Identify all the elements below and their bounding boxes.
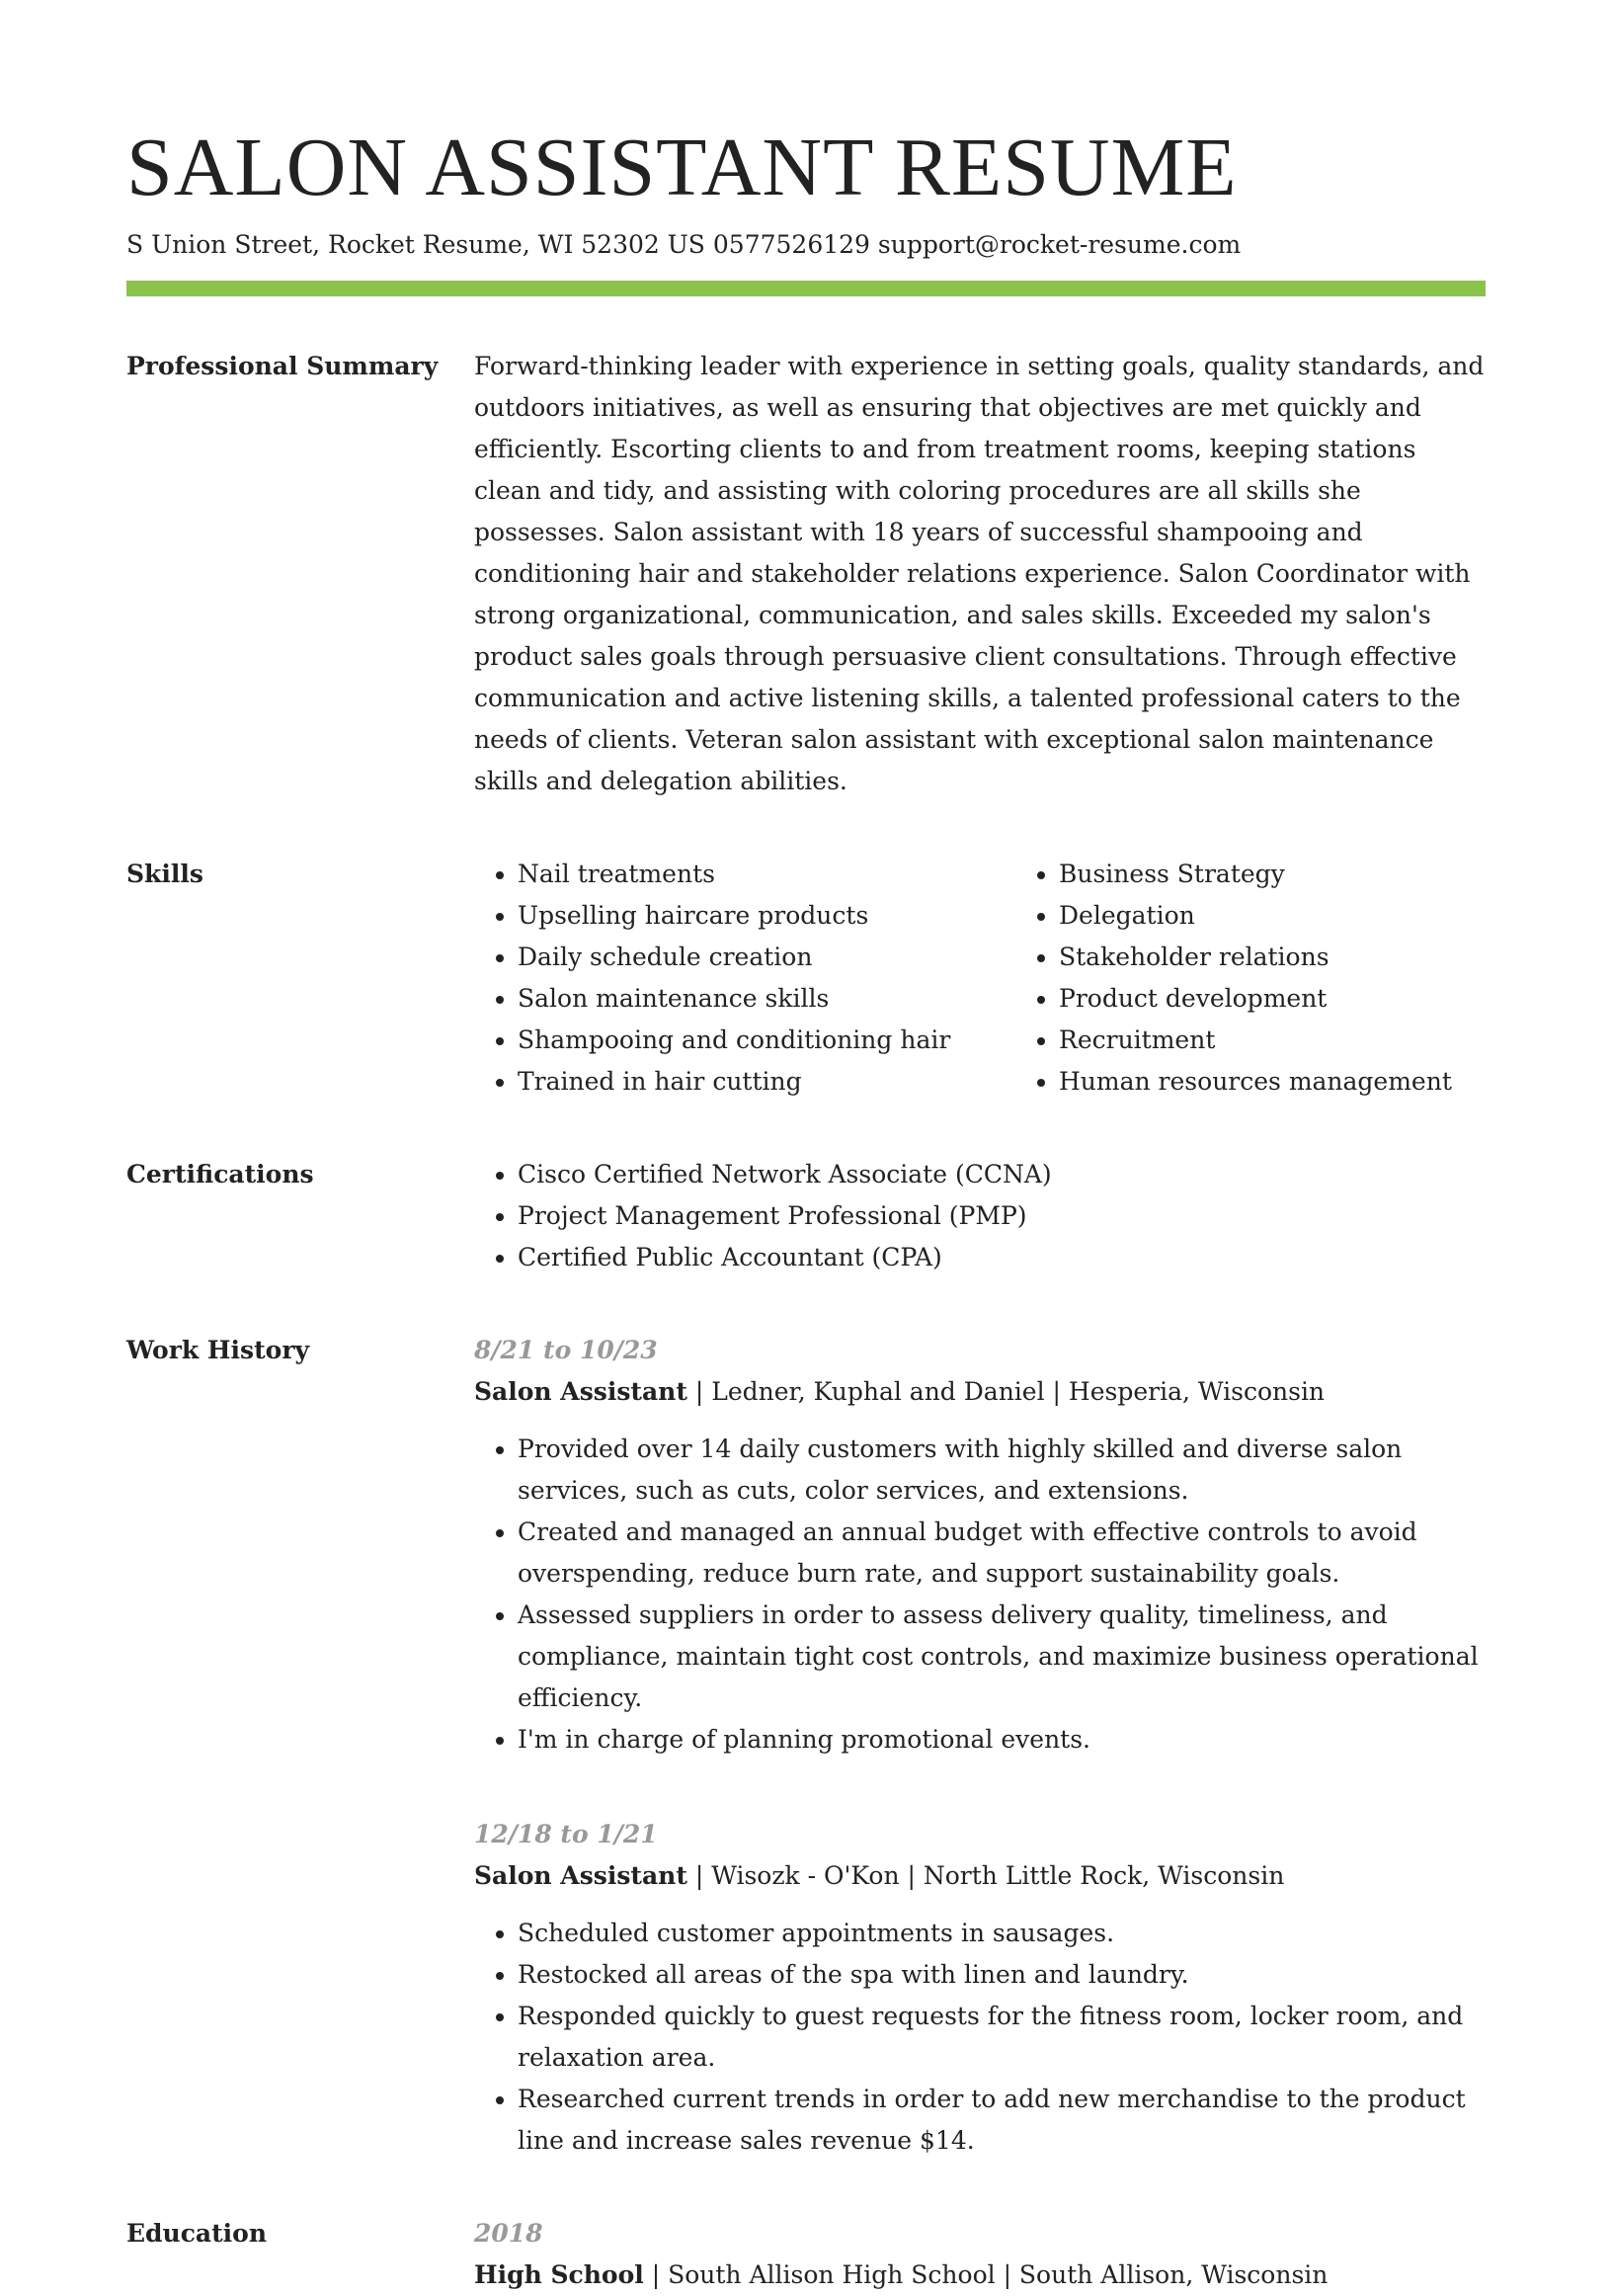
job-bullet: • Provided over 14 daily customers with highly skilled and diverse salon services, such as cuts, color services, and extensions.: [518, 1429, 1486, 1512]
skill-item: • Business Strategy: [1059, 854, 1452, 895]
certifications-list: [474, 1154, 1486, 1278]
page-title: SALON ASSISTANT RESUME: [126, 122, 1238, 213]
summary-label: Professional Summary: [126, 352, 439, 380]
skill-item: • Nail treatments: [518, 854, 1015, 895]
job-bullet: • Assessed suppliers in order to assess delivery quality, timeliness, and compliance, maintain tight cost controls, and maximize business operational efficiency.: [518, 1595, 1486, 1719]
contact-info: S Union Street, Rocket Resume, WI 52302 US 0577526129 support@rocket-resume.com: [126, 230, 1242, 259]
job-dates: 12/18 to 1/21: [474, 1820, 658, 1848]
job-entry: [474, 1814, 1486, 2162]
job-bullet: • Restocked all areas of the spa with linen and laundry.: [518, 1954, 1486, 1996]
job-bullet: • Scheduled customer appointments in sausages.: [518, 1913, 1486, 1954]
skill-item: • Delegation: [1059, 895, 1452, 937]
skill-item: • Stakeholder relations: [1059, 937, 1452, 978]
job-entry: [474, 1330, 1486, 1761]
job-employer: | Wisozk - O'Kon | North Little Rock, Wisconsin: [686, 1861, 1285, 1890]
education-title: High School: [474, 2260, 644, 2289]
skill-item: • Upselling haircare products: [518, 895, 1015, 937]
job-bullets: [474, 1429, 1486, 1761]
certifications-label: Certifications: [126, 1160, 314, 1189]
job-heading: [474, 1855, 1486, 1897]
job-bullets: [474, 1913, 1486, 2162]
skill-item: • Daily schedule creation: [518, 937, 1015, 978]
skill-item: • Trained in hair cutting: [518, 1061, 1015, 1103]
certification-item: • Cisco Certified Network Associate (CCNA): [518, 1154, 1486, 1195]
job-bullet: • I'm in charge of planning promotional events.: [518, 1719, 1486, 1761]
summary-section: [126, 346, 1486, 802]
job-heading: [474, 1371, 1486, 1413]
job-title: Salon Assistant: [474, 1861, 687, 1890]
skill-item: • Salon maintenance skills: [518, 978, 1015, 1020]
skills-list-right: [1015, 854, 1452, 1103]
skills-label: Skills: [126, 860, 203, 888]
education-section: [126, 2213, 1486, 2296]
education-date: 2018: [474, 2219, 543, 2248]
skill-item: • Product development: [1059, 978, 1452, 1020]
job-bullet: • Created and managed an annual budget with effective controls to avoid overspending, reduce burn rate, and support sustainability goals.: [518, 1512, 1486, 1595]
skill-item: • Shampooing and conditioning hair: [518, 1020, 1015, 1061]
work-history-section: [126, 1330, 1486, 2162]
certification-item: • Certified Public Accountant (CPA): [518, 1237, 1486, 1278]
job-employer: | Ledner, Kuphal and Daniel | Hesperia, Wisconsin: [686, 1377, 1326, 1406]
skill-item: • Human resources management: [1059, 1061, 1452, 1103]
skills-list-left: [474, 854, 1015, 1103]
summary-text: Forward-thinking leader with experience in setting goals, quality standards, and outdoors initiatives, as well as ensuring that objectives are met quickly and efficiently. Escorting clients to and from treatment rooms, keeping stations clean and tidy, and assisting with coloring procedures are all skills she possesses. Salon assistant with 18 years of successful shampooing and conditioning hair and stakeholder relations experience. Salon Coordinator with strong organizational, communication, and sales skills. Exceeded my salon's product sales goals through persuasive client consultations. Through effective communication and active listening skills, a talented professional caters to the needs of clients. Veteran salon assistant with exceptional salon maintenance skills and delegation abilities.: [474, 352, 1485, 795]
job-bullet: • Researched current trends in order to add new merchandise to the product line and increase sales revenue $14.: [518, 2079, 1486, 2162]
certification-item: • Project Management Professional (PMP): [518, 1195, 1486, 1237]
skills-section: [126, 854, 1486, 1103]
education-label: Education: [126, 2219, 268, 2248]
education-heading: [474, 2255, 1486, 2296]
job-bullet: • Responded quickly to guest requests for the fitness room, locker room, and relaxation area.: [518, 1996, 1486, 2079]
job-title: Salon Assistant: [474, 1377, 687, 1406]
work-history-label: Work History: [126, 1336, 310, 1364]
skill-item: • Recruitment: [1059, 1020, 1452, 1061]
job-dates: 8/21 to 10/23: [474, 1336, 658, 1364]
header-divider: [126, 281, 1486, 296]
education-school: | South Allison High School | South Allison, Wisconsin: [643, 2260, 1329, 2289]
certifications-section: [126, 1154, 1486, 1278]
